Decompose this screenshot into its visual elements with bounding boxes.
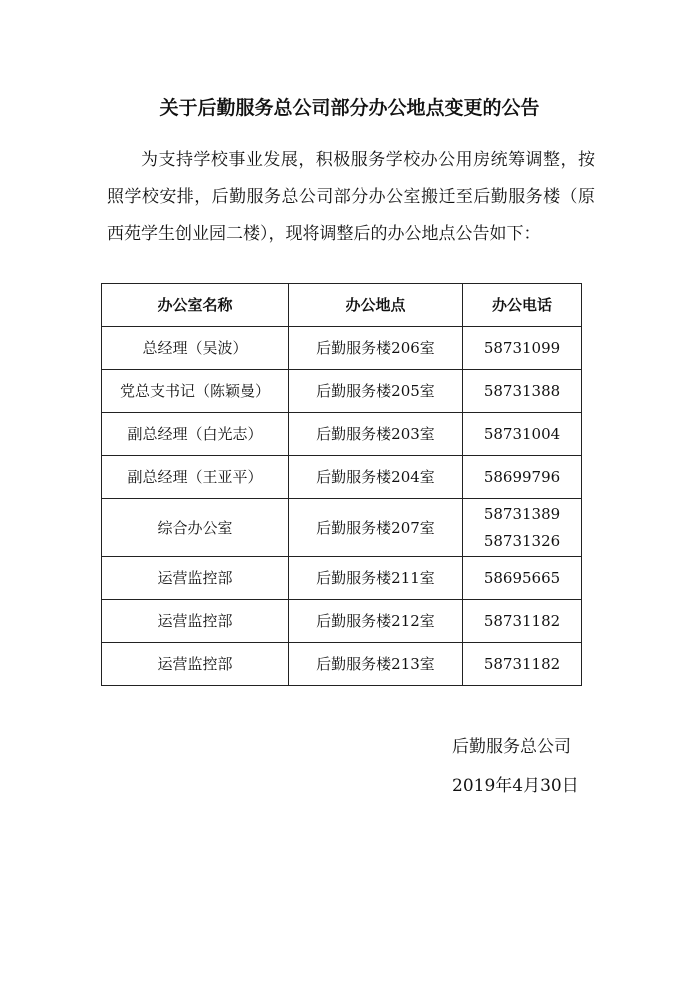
table-row: [102, 370, 582, 413]
office-phone-cell: [463, 413, 582, 456]
phone-number: 58731004: [483, 424, 561, 443]
header-office-location: 办公地点: [289, 284, 463, 327]
office-location-cell: 后勤服务楼207室: [289, 499, 463, 557]
office-table: [101, 283, 582, 686]
table-row: [102, 456, 582, 499]
office-name-cell: 综合办公室: [102, 499, 289, 557]
office-name-cell: 运营监控部: [102, 557, 289, 600]
office-location-cell: 后勤服务楼204室: [289, 456, 463, 499]
table-row: [102, 327, 582, 370]
office-phone-cell: [463, 499, 582, 557]
office-phone-cell: [463, 327, 582, 370]
office-phone-cell: [463, 370, 582, 413]
office-location-cell: 后勤服务楼203室: [289, 413, 463, 456]
office-table-body: [102, 327, 582, 686]
phone-number: 58699796: [483, 467, 561, 486]
header-office-phone: 办公电话: [463, 284, 582, 327]
office-location-cell: 后勤服务楼213室: [289, 643, 463, 686]
header-office-name: 办公室名称: [102, 284, 289, 327]
phone-number: 58731388: [483, 381, 561, 400]
table-row: [102, 643, 582, 686]
office-location-cell: 后勤服务楼212室: [289, 600, 463, 643]
table-header-row: [102, 284, 582, 327]
office-location-cell: 后勤服务楼211室: [289, 557, 463, 600]
document-title: 关于后勤服务总公司部分办公地点变更的公告: [159, 97, 540, 119]
table-row: [102, 600, 582, 643]
office-name-cell: 党总支书记（陈颖曼）: [102, 370, 289, 413]
table-row: [102, 557, 582, 600]
signature-organization: 后勤服务总公司: [452, 737, 571, 757]
phone-number: 58731326: [483, 531, 561, 550]
office-location-cell: 后勤服务楼205室: [289, 370, 463, 413]
signature-date: 2019年4月30日: [452, 776, 579, 796]
office-location-cell: 后勤服务楼206室: [289, 327, 463, 370]
phone-number: 58731099: [483, 338, 561, 357]
phone-number: 58731389: [483, 504, 561, 523]
office-phone-cell: [463, 600, 582, 643]
intro-paragraph: 为支持学校事业发展，积极服务学校办公用房统筹调整，按照学校安排，后勤服务总公司部分办公室搬迁至后勤服务楼（原西苑学生创业园二楼），现将调整后的办公地点公告如下：: [107, 150, 595, 244]
phone-number: 58695665: [483, 568, 561, 587]
office-name-cell: 运营监控部: [102, 643, 289, 686]
phone-number: 58731182: [483, 611, 561, 630]
office-phone-cell: [463, 557, 582, 600]
office-name-cell: 副总经理（白光志）: [102, 413, 289, 456]
office-name-cell: 副总经理（王亚平）: [102, 456, 289, 499]
office-name-cell: 总经理（吴波）: [102, 327, 289, 370]
office-name-cell: 运营监控部: [102, 600, 289, 643]
table-row: [102, 499, 582, 557]
phone-number: 58731182: [483, 654, 561, 673]
office-phone-cell: [463, 456, 582, 499]
table-row: [102, 413, 582, 456]
office-phone-cell: [463, 643, 582, 686]
